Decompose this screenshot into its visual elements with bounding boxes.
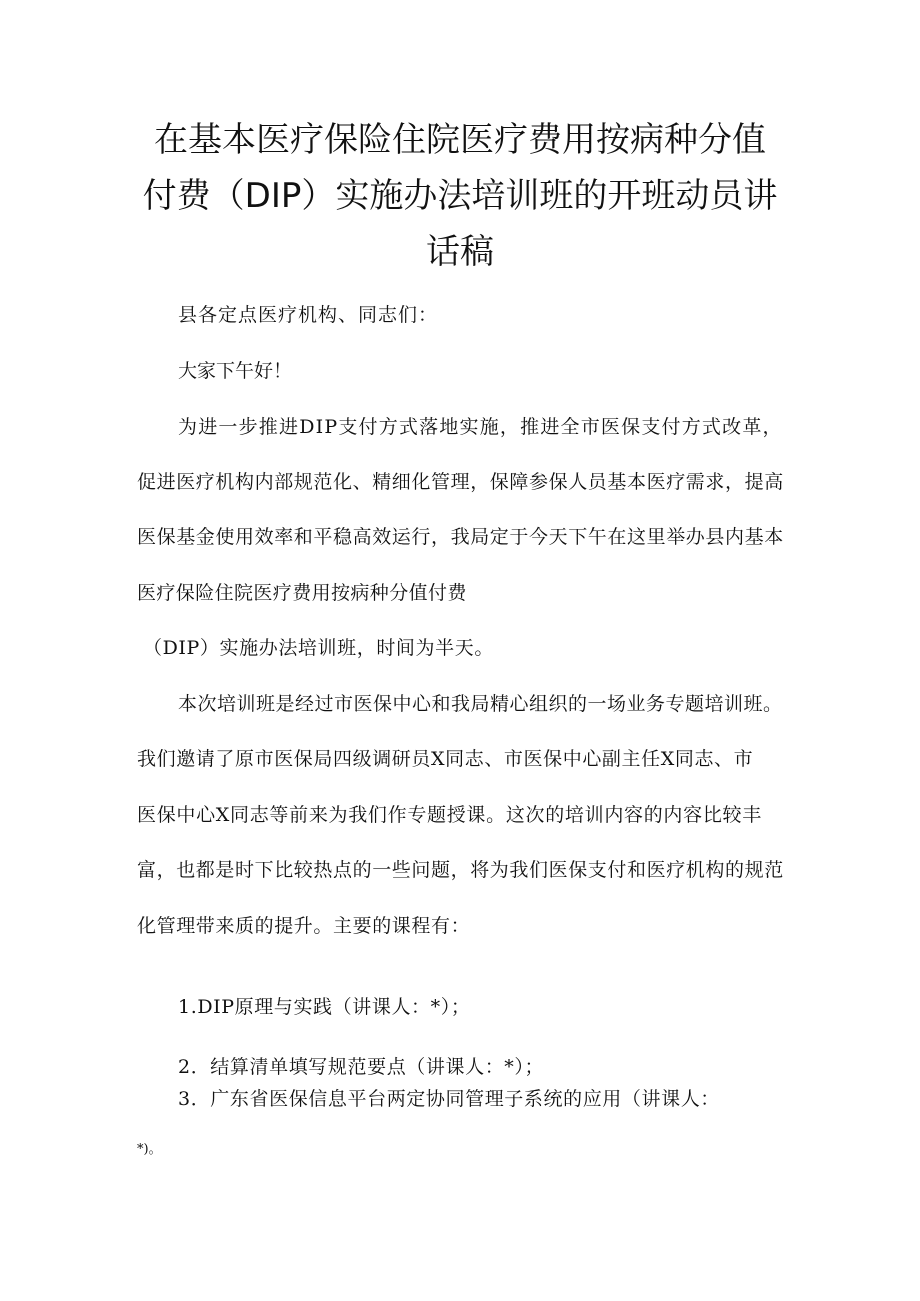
title-line-2: 付费（DIP）实施办法培训班的开班动员讲	[142, 176, 778, 216]
para2-line-3: 医保中心X同志等前来为我们作专题授课。这次的培训内容的内容比较丰	[137, 804, 762, 826]
para2-line-1: 本次培训班是经过市医保中心和我局精心组织的一场业务专题培训班。	[178, 693, 783, 715]
course-item-1: 1.DIP原理与实践（讲课人：*）；	[178, 996, 471, 1018]
salutation: 县各定点医疗机构、同志们：	[178, 304, 439, 326]
greeting: 大家下午好！	[178, 360, 293, 382]
para1-line-3: 医保基金使用效率和平稳高效运行，我局定于今天下午在这里举办县内基本	[137, 526, 784, 548]
para2-line-4: 富，也都是时下比较热点的一些问题，将为我们医保支付和医疗机构的规范	[137, 859, 784, 881]
para2-line-2: 我们邀请了原市医保局四级调研员X同志、市医保中心副主任X同志、市	[137, 748, 754, 770]
title-line-3: 话稿	[426, 232, 494, 272]
para2-line-5: 化管理带来质的提升。主要的课程有：	[137, 915, 471, 937]
para1-line-5: （DIP）实施办法培训班，时间为半天。	[143, 637, 494, 659]
title-line-1: 在基本医疗保险住院医疗费用按病种分值	[154, 120, 766, 160]
course-item-2: 2．结算清单填写规范要点（讲课人：*）；	[178, 1056, 545, 1078]
course-item-3: 3．广东省医保信息平台两定协同管理子系统的应用（讲课人：	[178, 1088, 720, 1110]
para1-line-4: 医疗保险住院医疗费用按病种分值付费	[137, 582, 467, 604]
para1-line-2: 促进医疗机构内部规范化、精细化管理，保障参保人员基本医疗需求，提高	[137, 471, 784, 493]
para1-line-1: 为进一步推进DIP支付方式落地实施，推进全市医保支付方式改革，	[178, 416, 783, 438]
text-fragment: *)。	[137, 1142, 162, 1157]
document-title	[130, 112, 790, 280]
